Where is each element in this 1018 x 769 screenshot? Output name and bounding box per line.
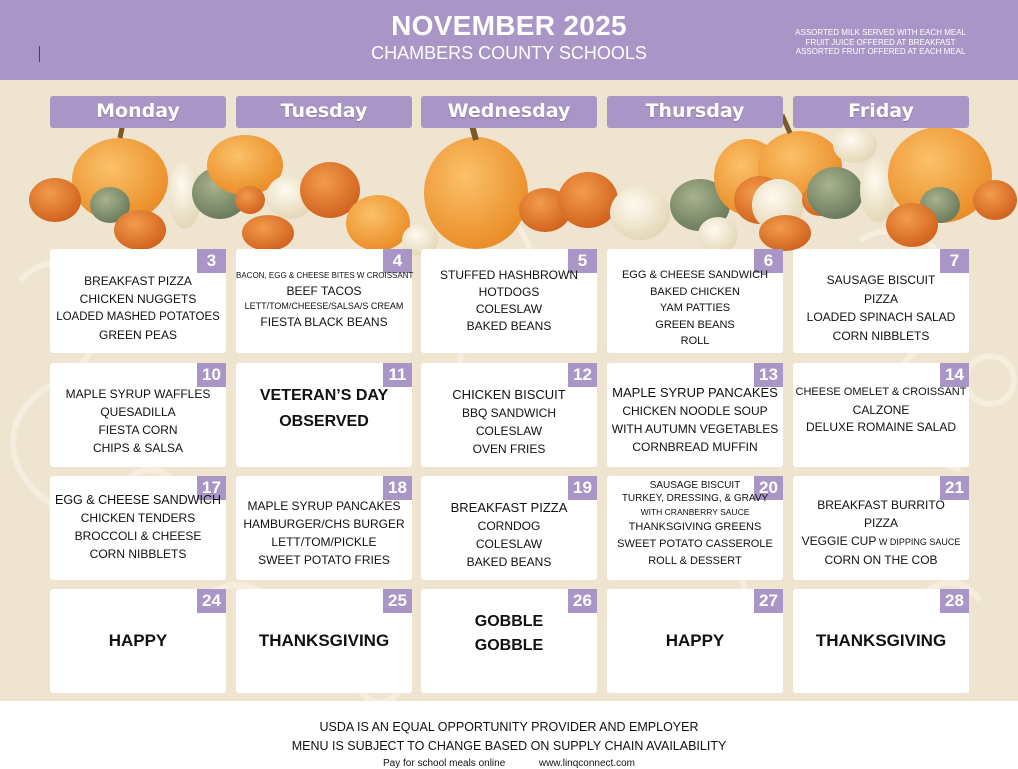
date-number: 6 — [754, 249, 783, 273]
menu-item: BEEF TACOS — [286, 284, 362, 298]
menu-items — [236, 497, 412, 569]
menu-item: EGG & CHEESE SANDWICH — [55, 493, 221, 507]
menu-item-note: W DIPPING SAUCE — [876, 537, 961, 547]
menu-item: EGG & CHEESE SANDWICH — [621, 269, 769, 281]
day-cell-nov-11 — [236, 363, 412, 467]
date-number: 3 — [197, 249, 226, 273]
day-header-tuesday: Tuesday — [236, 96, 412, 128]
menu-item: BAKED BEANS — [466, 319, 552, 333]
note-juice: FRUIT JUICE OFFERED AT BREAKFAST — [805, 37, 956, 47]
date-number: 11 — [383, 363, 412, 387]
menu-items — [421, 499, 597, 571]
menu-item: CHEESE OMELET & CROISSANT — [795, 386, 967, 398]
menu-item: GREEN BEANS — [655, 318, 735, 331]
holiday-label: GOBBLE — [474, 613, 544, 630]
menu-items — [236, 630, 412, 652]
menu-item: WITH AUTUMN VEGETABLES — [611, 422, 779, 436]
menu-item: WITH CRANBERRY SAUCE — [640, 507, 750, 517]
holiday-label: VETERAN’S DAY — [259, 387, 389, 404]
menu-item: QUESADILLA — [100, 405, 176, 419]
date-number: 21 — [940, 476, 969, 500]
menu-items — [607, 479, 783, 569]
day-cell-nov-28 — [793, 589, 969, 693]
menu-item: TURKEY, DRESSING, & GRAVY — [621, 493, 769, 504]
menu-item: CHICKEN TENDERS — [80, 511, 196, 525]
day-cell-nov-14 — [793, 363, 969, 467]
note-fruit: ASSORTED FRUIT OFFERED AT EACH MEAL — [795, 47, 966, 56]
menu-item: BAKED CHICKEN — [650, 285, 740, 298]
menu-items — [421, 610, 597, 658]
date-number: 26 — [568, 589, 597, 613]
menu-item: FIESTA CORN — [98, 423, 178, 437]
day-cell-nov-7 — [793, 249, 969, 353]
date-number: 18 — [383, 476, 412, 500]
page-subtitle: CHAMBERS COUNTY SCHOOLS — [371, 43, 647, 63]
day-cell-nov-26 — [421, 589, 597, 693]
menu-items — [236, 269, 412, 330]
footer-supply-notice: MENU IS SUBJECT TO CHANGE BASED ON SUPPLY CHAIN AVAILABILITY — [291, 739, 727, 753]
menu-item: CALZONE — [852, 402, 910, 417]
menu-items — [607, 630, 783, 652]
menu-item: BROCCOLI & CHEESE — [74, 529, 202, 543]
menu-items — [236, 383, 412, 435]
day-cell-nov-5 — [421, 249, 597, 353]
holiday-label: THANKSGIVING — [258, 631, 390, 650]
menu-items — [607, 267, 783, 350]
day-header-wednesday: Wednesday — [421, 96, 597, 128]
date-number: 28 — [940, 589, 969, 613]
header-banner — [0, 0, 1018, 80]
menu-item: CORN NIBBLETS — [89, 547, 187, 561]
menu-item: SAUSAGE BISCUIT — [649, 480, 741, 491]
date-number: 19 — [568, 476, 597, 500]
day-header-thursday: Thursday — [607, 96, 783, 128]
date-number: 14 — [940, 363, 969, 387]
pumpkin-cluster-center — [424, 118, 738, 253]
day-cell-nov-10 — [50, 363, 226, 467]
menu-items — [50, 272, 226, 344]
date-number: 20 — [754, 476, 783, 500]
holiday-label: THANKSGIVING — [815, 631, 947, 650]
day-cell-nov-3 — [50, 249, 226, 353]
date-number: 24 — [197, 589, 226, 613]
menu-item: DELUXE ROMAINE SALAD — [805, 420, 957, 434]
date-number: 7 — [940, 249, 969, 273]
day-cell-nov-17 — [50, 476, 226, 580]
payment-label: Pay for school meals online — [382, 758, 506, 769]
date-number: 27 — [754, 589, 783, 613]
holiday-label: GOBBLE — [474, 637, 544, 654]
menu-item: COLESLAW — [475, 302, 543, 316]
menu-items — [793, 271, 969, 345]
menu-item: LOADED MASHED POTATOES — [56, 311, 220, 323]
payment-link[interactable]: www.linqconnect.com — [538, 758, 635, 769]
menu-item: LOADED SPINACH SALAD — [806, 310, 956, 324]
menu-item: COLESLAW — [475, 424, 543, 438]
menu-item: COLESLAW — [475, 537, 543, 551]
menu-item: BREAKFAST PIZZA — [84, 274, 192, 288]
menu-item: MAPLE SYRUP PANCAKES — [247, 499, 401, 513]
menu-item: GREEN PEAS — [98, 328, 178, 342]
menu-item: STUFFED HASHBROWN — [440, 268, 578, 282]
holiday-label: HAPPY — [665, 631, 725, 650]
holiday-label: OBSERVED — [279, 413, 369, 430]
menu-item: FIESTA BLACK BEANS — [260, 315, 388, 329]
menu-item: PIZZA — [863, 291, 898, 306]
menu-item: MAPLE SYRUP PANCAKES — [612, 385, 778, 400]
menu-item: CORNDOG — [477, 519, 541, 533]
date-number: 17 — [197, 476, 226, 500]
menu-items — [607, 384, 783, 456]
menu-item: CHIPS & SALSA — [92, 441, 184, 455]
menu-item: CORNBREAD MUFFIN — [632, 440, 758, 454]
day-cell-nov-20 — [607, 476, 783, 580]
menu-item: LETT/TOM/CHEESE/SALSA/S CREAM — [244, 301, 404, 311]
day-cell-nov-6 — [607, 249, 783, 353]
menu-items — [793, 630, 969, 652]
holiday-label: HAPPY — [108, 631, 168, 650]
menu-items — [793, 384, 969, 437]
menu-item: MAPLE SYRUP WAFFLES — [65, 387, 211, 401]
date-number: 13 — [754, 363, 783, 387]
day-cell-nov-25 — [236, 589, 412, 693]
menu-items — [50, 630, 226, 652]
date-number: 5 — [568, 249, 597, 273]
day-cell-nov-13 — [607, 363, 783, 467]
footer-payment — [0, 758, 1018, 769]
day-header-friday: Friday — [793, 96, 969, 128]
day-cell-nov-4 — [236, 249, 412, 353]
menu-item: CHICKEN NUGGETS — [79, 292, 197, 306]
menu-items — [50, 491, 226, 563]
menu-item: CORN ON THE COB — [824, 553, 938, 567]
day-header-monday: Monday — [50, 96, 226, 128]
date-number: 10 — [197, 363, 226, 387]
day-cell-nov-12 — [421, 363, 597, 467]
menu-item: HAMBURGER/CHS BURGER — [243, 517, 405, 531]
menu-items — [421, 267, 597, 335]
menu-item: OVEN FRIES — [472, 442, 546, 456]
menu-item: BBQ SANDWICH — [461, 406, 556, 420]
menu-items — [421, 386, 597, 458]
menu-item-main: VEGGIE CUP — [801, 534, 877, 548]
note-milk: ASSORTED MILK SERVED WITH EACH MEAL — [795, 28, 966, 37]
text-cursor — [39, 46, 40, 62]
menu-item: YAM PATTIES — [659, 302, 731, 314]
menu-item: CORN NIBBLETS — [832, 328, 930, 343]
menu-item: CHICKEN BISCUIT — [452, 387, 566, 402]
menu-items — [50, 385, 226, 457]
menu-items — [793, 496, 969, 569]
meal-notes — [795, 28, 966, 57]
date-number: 25 — [383, 589, 412, 613]
pumpkin-cluster-right — [714, 109, 1017, 251]
menu-item: ROLL — [680, 335, 710, 347]
page-title: NOVEMBER 2025 — [391, 10, 627, 41]
menu-item: PIZZA — [863, 516, 898, 530]
menu-item: HOTDOGS — [478, 285, 540, 299]
day-cell-nov-27 — [607, 589, 783, 693]
pumpkin-cluster-left — [29, 118, 438, 255]
day-cell-nov-21 — [793, 476, 969, 580]
menu-item: CHICKEN NOODLE SOUP — [622, 404, 768, 418]
menu-item — [793, 532, 969, 551]
footer-usda-statement: USDA IS AN EQUAL OPPORTUNITY PROVIDER AND EMPLOYER — [319, 720, 699, 734]
date-number: 4 — [383, 249, 412, 273]
menu-item: SWEET POTATO CASSEROLE — [617, 538, 773, 550]
menu-item: BACON, EGG & CHEESE BITES W CROISSANT — [236, 271, 414, 280]
day-cell-nov-18 — [236, 476, 412, 580]
menu-item: LETT/TOM/PICKLE — [271, 535, 377, 549]
menu-item: BREAKFAST PIZZA — [450, 500, 568, 515]
day-cell-nov-24 — [50, 589, 226, 693]
menu-item: SWEET POTATO FRIES — [258, 553, 390, 567]
day-cell-nov-19 — [421, 476, 597, 580]
menu-item: THANKSGIVING GREENS — [628, 521, 762, 533]
menu-item: SAUSAGE BISCUIT — [826, 273, 936, 287]
menu-item: ROLL & DESSERT — [648, 555, 742, 567]
menu-item: BAKED BEANS — [466, 555, 552, 569]
menu-item: BREAKFAST BURRITO — [817, 498, 945, 512]
date-number: 12 — [568, 363, 597, 387]
